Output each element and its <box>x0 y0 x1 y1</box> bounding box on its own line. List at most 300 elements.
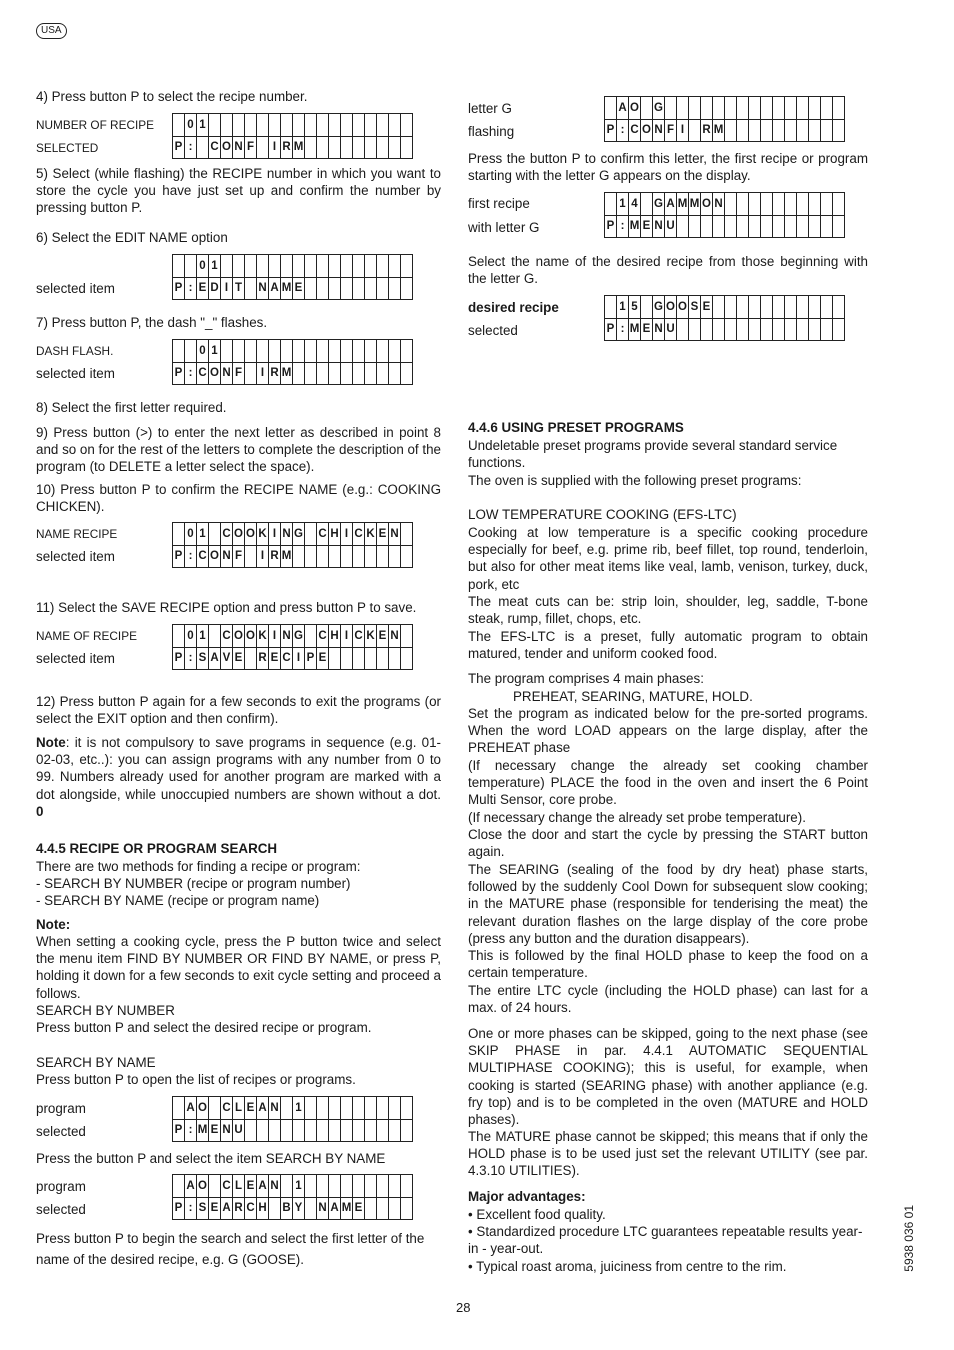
lcd-display <box>604 295 845 341</box>
lcd-cell: O <box>197 1097 209 1120</box>
label-dash-flash: DASH FLASH. <box>36 344 114 358</box>
lcd-cell: P <box>173 136 185 159</box>
lcd-cell <box>293 114 305 137</box>
lcd-cell: P <box>605 119 617 142</box>
lcd-cell: M <box>689 193 701 216</box>
lcd-cell: O <box>209 545 221 568</box>
lcd-cell: N <box>269 1097 281 1120</box>
lcd-cell: M <box>629 215 641 238</box>
lcd-cell <box>785 296 797 319</box>
lcd-cell: R <box>257 647 269 670</box>
lcd-cell <box>701 318 713 341</box>
label-selected-item: selected item <box>36 281 115 296</box>
lcd-cell <box>341 362 353 385</box>
lcd-cell: F <box>233 545 245 568</box>
label-name-of-recipe: NAME OF RECIPE <box>36 629 137 643</box>
lcd-cell <box>329 255 341 278</box>
lcd-cell: I <box>341 523 353 546</box>
label-selected: selected <box>468 323 518 338</box>
lcd-cell: N <box>653 119 665 142</box>
lcd-cell <box>401 1119 413 1142</box>
lcd-cell <box>329 114 341 137</box>
lcd-cell <box>713 318 725 341</box>
lcd-cell: O <box>641 119 653 142</box>
step-11: 11) Select the SAVE RECIPE option and press button P to save. <box>36 600 417 615</box>
lcd-cell <box>353 1119 365 1142</box>
lcd-row <box>173 1119 413 1142</box>
lcd-cell: A <box>329 1197 341 1220</box>
lcd-cell: M <box>281 362 293 385</box>
lcd-cell: C <box>317 523 329 546</box>
lcd-cell: R <box>281 136 293 159</box>
search-by-number-title: SEARCH BY NUMBER <box>36 1003 175 1018</box>
lcd-cell <box>809 296 821 319</box>
lcd-cell: F <box>233 362 245 385</box>
lcd-cell <box>317 362 329 385</box>
lcd-cell <box>305 277 317 300</box>
lcd-cell <box>281 1175 293 1198</box>
lcd-cell <box>305 136 317 159</box>
lcd-cell: B <box>281 1197 293 1220</box>
lcd-cell <box>725 318 737 341</box>
lcd-cell: 0 <box>185 114 197 137</box>
lcd-cell <box>365 114 377 137</box>
lcd-cell: C <box>221 523 233 546</box>
lcd-cell <box>329 277 341 300</box>
lcd-cell: C <box>629 119 641 142</box>
lcd-cell <box>821 215 833 238</box>
lcd-cell <box>797 97 809 120</box>
lcd-cell: I <box>257 545 269 568</box>
lcd-cell <box>329 1097 341 1120</box>
lcd-cell <box>365 136 377 159</box>
lcd-cell <box>353 1175 365 1198</box>
lcd-display <box>604 96 845 142</box>
lcd-cell: P <box>605 318 617 341</box>
lcd-cell <box>749 119 761 142</box>
lcd-cell <box>677 318 689 341</box>
section-4-4-5-intro <box>36 858 441 910</box>
lcd-cell <box>173 114 185 137</box>
lcd-cell <box>365 1119 377 1142</box>
lcd-cell <box>209 114 221 137</box>
lcd-cell <box>293 1119 305 1142</box>
lcd-cell <box>329 647 341 670</box>
lcd-cell: 0 <box>185 625 197 648</box>
lcd-cell <box>389 136 401 159</box>
lcd-cell <box>365 277 377 300</box>
lcd-cell <box>317 340 329 363</box>
lcd-cell <box>221 255 233 278</box>
list-item: • Standardized procedure LTC guarantees repeatable results year-in - year-out. <box>468 1224 863 1257</box>
lcd-cell <box>281 1119 293 1142</box>
lcd-cell <box>641 193 653 216</box>
lcd-cell <box>245 340 257 363</box>
lcd-cell <box>401 114 413 137</box>
lcd-cell <box>797 318 809 341</box>
lcd-cell <box>173 255 185 278</box>
lcd-cell <box>689 119 701 142</box>
lcd-cell <box>341 647 353 670</box>
lcd-cell <box>389 1175 401 1198</box>
lcd-cell <box>365 1197 377 1220</box>
lcd-cell <box>713 97 725 120</box>
lcd-cell <box>761 318 773 341</box>
note-title: Note: <box>36 917 71 932</box>
lcd-cell <box>389 1097 401 1120</box>
lcd-cell <box>209 523 221 546</box>
lcd-cell: 1 <box>209 255 221 278</box>
lcd-cell <box>317 545 329 568</box>
lcd-cell: O <box>233 625 245 648</box>
lcd-cell: Y <box>293 1197 305 1220</box>
lcd-cell: R <box>269 362 281 385</box>
lcd-cell <box>233 255 245 278</box>
begin-search-text: Press button P to begin the search and select the first letter of the name of the desired recipe, e.g. G (GOOSE). <box>36 1231 425 1267</box>
lcd-cell <box>761 97 773 120</box>
lcd-cell <box>245 277 257 300</box>
lcd-cell <box>281 255 293 278</box>
lcd-row <box>173 647 413 670</box>
lcd-cell: E <box>377 625 389 648</box>
lcd-cell <box>401 1197 413 1220</box>
lcd-cell <box>761 119 773 142</box>
lcd-cell: N <box>257 277 269 300</box>
lcd-cell <box>761 193 773 216</box>
lcd-cell: C <box>209 136 221 159</box>
lcd-cell <box>785 193 797 216</box>
lcd-display <box>172 339 413 385</box>
lcd-cell <box>389 647 401 670</box>
lcd-cell <box>725 296 737 319</box>
confirm-letter-text: Press the button P to confirm this letter, the first recipe or program starting with the letter G appears on the display. <box>468 151 868 184</box>
label-letter-g: letter G <box>468 101 512 116</box>
lcd-cell: : <box>185 545 197 568</box>
lcd-cell: C <box>221 625 233 648</box>
lcd-cell <box>185 340 197 363</box>
label-with-letter-g: with letter G <box>468 220 540 235</box>
ltc-paragraph: The meat cuts can be: strip loin, shoulder, leg, saddle, T-bone steak, rump, fillet, chops, etc. <box>468 594 868 627</box>
lcd-cell: C <box>221 1097 233 1120</box>
lcd-cell <box>353 545 365 568</box>
lcd-row <box>173 1097 413 1120</box>
lcd-cell <box>833 215 845 238</box>
list-item: • Typical roast aroma, juiciness from centre to the rim. <box>468 1258 787 1274</box>
lcd-cell <box>317 1097 329 1120</box>
lcd-cell: A <box>665 193 677 216</box>
step-4: 4) Press button P to select the recipe number. <box>36 89 308 104</box>
lcd-cell <box>377 362 389 385</box>
lcd-cell: N <box>281 625 293 648</box>
lcd-cell: N <box>233 136 245 159</box>
step-10: 10) Press button P to confirm the RECIPE NAME (e.g.: COOKING CHICKEN). <box>36 482 441 515</box>
lcd-cell: C <box>281 647 293 670</box>
lcd-cell <box>353 340 365 363</box>
label-selected: selected <box>36 1124 86 1139</box>
lcd-cell <box>341 277 353 300</box>
lcd-cell: E <box>209 1119 221 1142</box>
lcd-cell <box>173 523 185 546</box>
label-flashing: flashing <box>468 124 515 139</box>
lcd-cell <box>377 1119 389 1142</box>
note-label: Note <box>36 735 66 750</box>
lcd-row <box>173 1175 413 1198</box>
lcd-cell: N <box>653 215 665 238</box>
lcd-cell <box>341 114 353 137</box>
lcd-row <box>173 255 413 278</box>
step-7: 7) Press button P, the dash "_" flashes. <box>36 315 268 330</box>
lcd-display <box>172 254 413 300</box>
lcd-cell <box>713 215 725 238</box>
lcd-cell <box>341 1097 353 1120</box>
lcd-cell <box>329 545 341 568</box>
select-desired-text: Select the name of the desired recipe from those beginning with the letter G. <box>468 254 868 287</box>
label-selected-item: selected item <box>36 651 115 666</box>
lcd-cell <box>305 362 317 385</box>
lcd-cell: C <box>221 1175 233 1198</box>
lcd-cell: G <box>653 296 665 319</box>
lcd-cell <box>377 255 389 278</box>
label-desired-recipe: desired recipe <box>468 300 559 315</box>
label-program: program <box>36 1179 86 1194</box>
lcd-cell <box>749 215 761 238</box>
lcd-cell: H <box>329 625 341 648</box>
label-program: program <box>36 1101 86 1116</box>
lcd-cell: N <box>389 523 401 546</box>
lcd-cell: U <box>665 215 677 238</box>
lcd-cell: E <box>245 1097 257 1120</box>
lcd-cell: E <box>353 1197 365 1220</box>
lcd-cell: L <box>233 1175 245 1198</box>
lcd-cell <box>305 1097 317 1120</box>
lcd-cell <box>317 255 329 278</box>
lcd-cell: R <box>233 1197 245 1220</box>
lcd-cell: E <box>197 277 209 300</box>
lcd-cell <box>809 318 821 341</box>
lcd-cell <box>749 296 761 319</box>
lcd-cell: N <box>221 545 233 568</box>
lcd-cell: I <box>677 119 689 142</box>
lcd-cell <box>401 362 413 385</box>
lcd-cell: I <box>341 625 353 648</box>
section-4-4-6-intro: Undeletable preset programs provide several standard service functions. <box>468 438 838 471</box>
lcd-cell <box>377 340 389 363</box>
search-by-name-title: SEARCH BY NAME <box>36 1055 156 1070</box>
page-number: 28 <box>456 1300 471 1315</box>
note-paragraph <box>36 734 441 820</box>
lcd-cell: A <box>269 277 281 300</box>
lcd-cell <box>401 1175 413 1198</box>
lcd-cell <box>737 296 749 319</box>
lcd-cell <box>209 625 221 648</box>
lcd-cell <box>605 296 617 319</box>
lcd-cell <box>797 296 809 319</box>
lcd-cell: 1 <box>197 523 209 546</box>
lcd-cell <box>329 362 341 385</box>
lcd-cell <box>317 1175 329 1198</box>
lcd-cell <box>401 523 413 546</box>
lcd-cell <box>377 1175 389 1198</box>
lcd-cell <box>605 193 617 216</box>
lcd-cell: 0 <box>197 255 209 278</box>
lcd-cell <box>341 1119 353 1142</box>
lcd-cell: H <box>329 523 341 546</box>
lcd-cell <box>821 296 833 319</box>
lcd-cell: A <box>209 647 221 670</box>
note-text: : it is not compulsory to save programs in sequence (e.g. 01-02-03, etc..): you can assign programs with any number from 0 to 99. Numbers already used for another program are marked with a dot alongside, while unoccupied numbers are shown without a dot. <box>36 735 441 802</box>
lcd-display <box>172 1174 413 1220</box>
lcd-cell <box>689 215 701 238</box>
lcd-cell <box>605 97 617 120</box>
lcd-cell: I <box>257 362 269 385</box>
lcd-cell <box>245 1119 257 1142</box>
lcd-cell <box>317 136 329 159</box>
label-name-recipe: NAME RECIPE <box>36 527 118 541</box>
lcd-cell <box>389 277 401 300</box>
lcd-row <box>605 97 845 120</box>
lcd-cell: E <box>377 523 389 546</box>
lcd-cell <box>173 625 185 648</box>
lcd-cell <box>401 625 413 648</box>
lcd-cell <box>365 1097 377 1120</box>
lcd-cell <box>269 1197 281 1220</box>
lcd-cell <box>245 114 257 137</box>
lcd-row <box>605 193 845 216</box>
lcd-cell: P <box>173 1197 185 1220</box>
ltc-paragraph: The MATURE phase cannot be skipped; this means that if only the HOLD phase is to be used just set the relevant UTILITY (see par. 4.3.10 UTILITIES). <box>468 1129 868 1179</box>
lcd-cell <box>305 1197 317 1220</box>
lcd-cell: N <box>221 1119 233 1142</box>
lcd-cell: C <box>317 625 329 648</box>
lcd-cell <box>797 193 809 216</box>
lcd-cell: K <box>257 523 269 546</box>
step-9: 9) Press button (>) to enter the next letter as described in point 8 and so on for the rest of the letters to complete the description of the program (to DELETE a letter select the space). <box>36 425 441 475</box>
step-6: 6) Select the EDIT NAME option <box>36 230 228 245</box>
lcd-cell <box>821 119 833 142</box>
lcd-display <box>172 1096 413 1142</box>
lcd-cell: M <box>713 119 725 142</box>
lcd-row <box>173 362 413 385</box>
lcd-cell <box>377 136 389 159</box>
lcd-cell <box>365 647 377 670</box>
lcd-row <box>605 318 845 341</box>
lcd-cell <box>809 215 821 238</box>
lcd-cell <box>365 362 377 385</box>
lcd-cell: G <box>653 97 665 120</box>
lcd-cell <box>293 362 305 385</box>
lcd-cell: O <box>701 193 713 216</box>
lcd-cell <box>773 296 785 319</box>
lcd-cell <box>701 215 713 238</box>
lcd-cell <box>401 136 413 159</box>
section-title-4-4-5: 4.4.5 RECIPE OR PROGRAM SEARCH <box>36 841 278 856</box>
lcd-cell: M <box>629 318 641 341</box>
lcd-cell <box>257 255 269 278</box>
lcd-cell <box>233 114 245 137</box>
lcd-cell <box>821 97 833 120</box>
lcd-cell <box>305 523 317 546</box>
phases-intro: The program comprises 4 main phases: <box>468 671 704 686</box>
lcd-cell <box>785 318 797 341</box>
ltc-paragraph: Set the program as indicated below for the pre-sorted programs. When the word LOAD appears on the large display, after the PREHEAT phase <box>468 706 868 756</box>
lcd-row <box>173 277 413 300</box>
step-8: 8) Select the first letter required. <box>36 400 227 415</box>
lcd-cell <box>329 1119 341 1142</box>
lcd-cell <box>305 340 317 363</box>
note-text: When setting a cooking cycle, press the P button twice and select the menu item FIND BY NUMBER OR FIND BY NAME, or press P, holding it down for a few seconds to exit cycle setting and proceed a follows. <box>36 934 441 1001</box>
lcd-cell: A <box>257 1175 269 1198</box>
lcd-cell: P <box>173 362 185 385</box>
lcd-row <box>173 625 413 648</box>
lcd-cell <box>209 1175 221 1198</box>
intro-line: - SEARCH BY NUMBER (recipe or program number) <box>36 876 351 892</box>
lcd-cell: O <box>629 97 641 120</box>
ltc-paragraph: The entire LTC cycle (including the HOLD phase) can last for a max. of 24 hours. <box>468 983 868 1016</box>
advantages-title: Major advantages: <box>468 1189 586 1204</box>
lcd-cell <box>785 215 797 238</box>
lcd-cell <box>341 255 353 278</box>
lcd-cell <box>689 97 701 120</box>
lcd-cell: S <box>197 647 209 670</box>
lcd-cell <box>341 545 353 568</box>
ltc-paragraph: One or more phases can be skipped, going to the next phase (see SKIP PHASE in par. 4.4.1 AUTOMATIC SEQUENTIAL MULTIPHASE COOKING); this is useful, for example, when cooking is started (SEARING phase) with another appliance (e.g. fry top) and is to be completed in the oven (MATURE and HOLD phases). <box>468 1026 868 1128</box>
lcd-cell <box>401 277 413 300</box>
lcd-cell: 1 <box>209 340 221 363</box>
lcd-cell: G <box>293 625 305 648</box>
lcd-cell: H <box>257 1197 269 1220</box>
lcd-cell <box>737 97 749 120</box>
lcd-cell: O <box>245 625 257 648</box>
lcd-cell: I <box>221 277 233 300</box>
region-badge: USA <box>36 23 67 39</box>
lcd-cell <box>293 545 305 568</box>
lcd-cell <box>329 1175 341 1198</box>
lcd-cell: I <box>293 647 305 670</box>
lcd-cell <box>737 215 749 238</box>
lcd-cell <box>257 114 269 137</box>
lcd-cell <box>245 647 257 670</box>
lcd-row <box>173 340 413 363</box>
lcd-cell: L <box>233 1097 245 1120</box>
lcd-cell <box>677 97 689 120</box>
lcd-cell <box>353 255 365 278</box>
lcd-cell <box>677 215 689 238</box>
lcd-cell <box>245 362 257 385</box>
lcd-row <box>173 114 413 137</box>
lcd-cell <box>689 318 701 341</box>
lcd-cell <box>305 545 317 568</box>
lcd-cell: O <box>221 136 233 159</box>
ltc-paragraph: Cooking at low temperature is a specific cooking procedure especially for beef, e.g. prime rib, beef fillet, top round, tenderloin, but also for other meat items like veal, lamb, venison, turkey, duck, pork, etc <box>468 525 868 592</box>
label-selected-item: selected item <box>36 366 115 381</box>
lcd-cell: A <box>617 97 629 120</box>
lcd-cell <box>269 255 281 278</box>
lcd-cell <box>737 318 749 341</box>
ltc-title: LOW TEMPERATURE COOKING (EFS-LTC) <box>468 507 737 522</box>
lcd-cell <box>293 340 305 363</box>
lcd-cell: N <box>317 1197 329 1220</box>
lcd-cell <box>365 1175 377 1198</box>
lcd-row <box>173 523 413 546</box>
lcd-cell <box>809 193 821 216</box>
lcd-cell <box>257 340 269 363</box>
lcd-cell <box>641 296 653 319</box>
lcd-cell <box>725 97 737 120</box>
lcd-cell <box>209 1097 221 1120</box>
lcd-cell <box>341 1175 353 1198</box>
section-title-4-4-6: 4.4.6 USING PRESET PROGRAMS <box>468 420 684 435</box>
lcd-cell <box>389 255 401 278</box>
